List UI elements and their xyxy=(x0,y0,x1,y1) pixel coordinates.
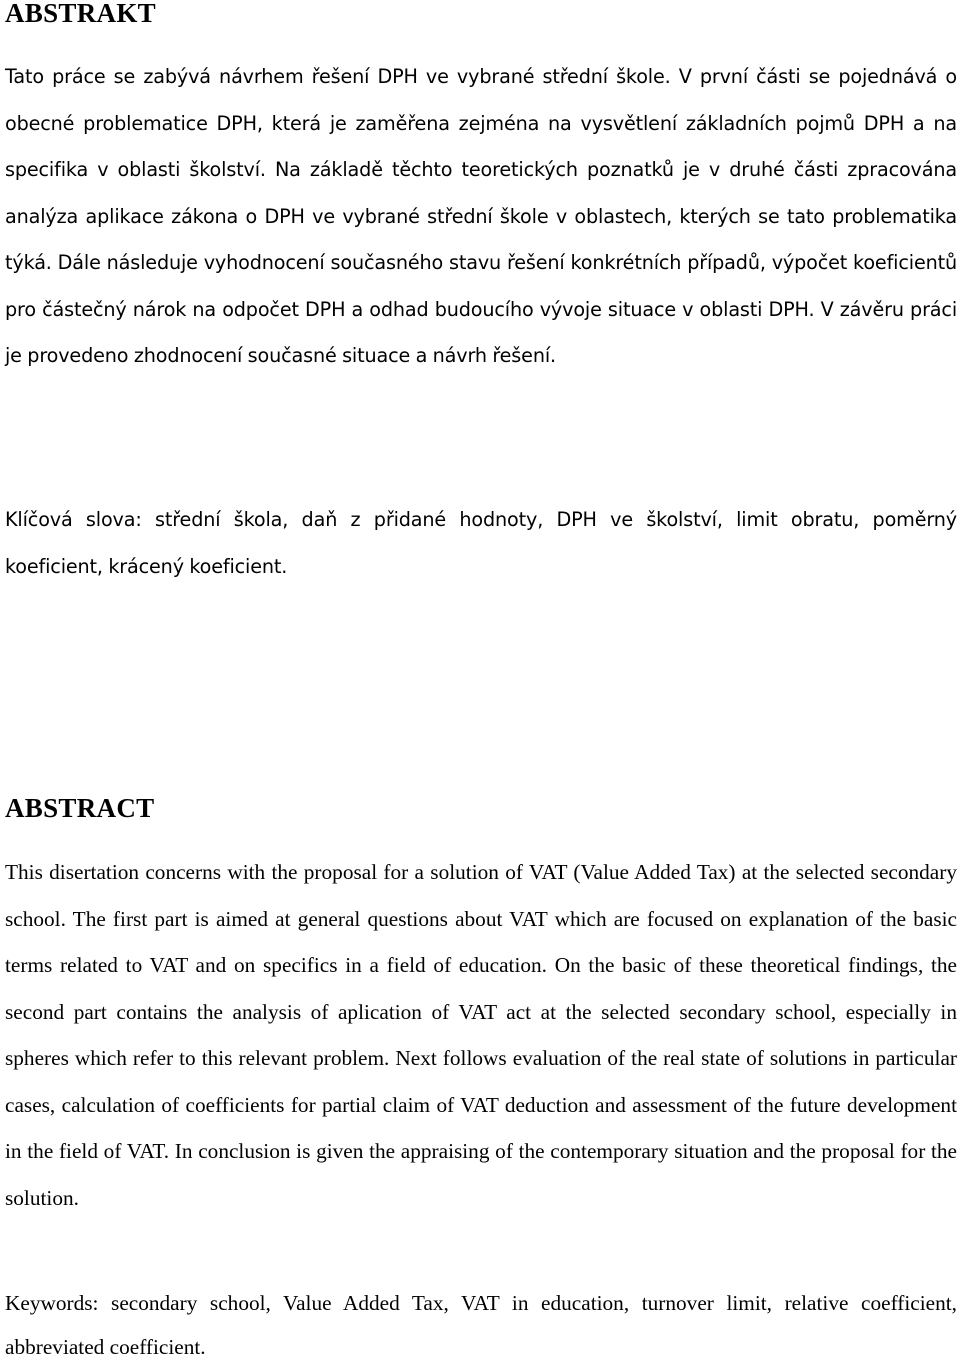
czech-abstract-text: Tato práce se zabývá návrhem řešení DPH ve vybrané střední škole. V první části se pojednává o obecné problematice DPH, která je zaměřena zejména na vysvětlení základních pojmů DPH a na specifika v oblasti školství. Na základě těchto teoretických poznatků je v druhé části zpracována analýza aplikace zákona o DPH ve vybrané střední škole v oblastech, kterých se tato problematika týká. Dále následuje vyhodnocení současného stavu řešení konkrétních případů, výpočet koeficientů pro částečný nárok na odpočet DPH a odhad budoucího vývoje situace v oblasti DPH. V závěru práci je provedeno zhodnocení současné situace a návrh řešení. xyxy=(5,65,957,367)
czech-abstract-heading: ABSTRAKT xyxy=(5,0,156,28)
english-abstract-text: This disertation concerns with the proposal for a solution of VAT (Value Added Tax) at the selected secondary school. The first part is aimed at general questions about VAT which are focused on explanation of the basic terms related to VAT and on specifics in a field of education. On the basic of these theoretical findings, the second part contains the analysis of aplication of VAT act at the selected secondary school, especially in spheres which refer to this relevant problem. Next follows evaluation of the real state of solutions in particular cases, calculation of coefficients for partial claim of VAT deduction and assessment of the future development in the field of VAT. In conclusion is given the appraising of the contemporary situation and the proposal for the solution. xyxy=(5,860,957,1210)
english-keywords: Keywords: secondary school, Value Added Tax, VAT in education, turnover limit, relative coefficient, abbreviated coefficient. xyxy=(5,1291,957,1359)
czech-keywords: Klíčová slova: střední škola, daň z přidané hodnoty, DPH ve školství, limit obratu, poměrný koeficient, krácený koeficient. xyxy=(5,508,957,578)
english-abstract-heading: ABSTRACT xyxy=(5,793,155,823)
